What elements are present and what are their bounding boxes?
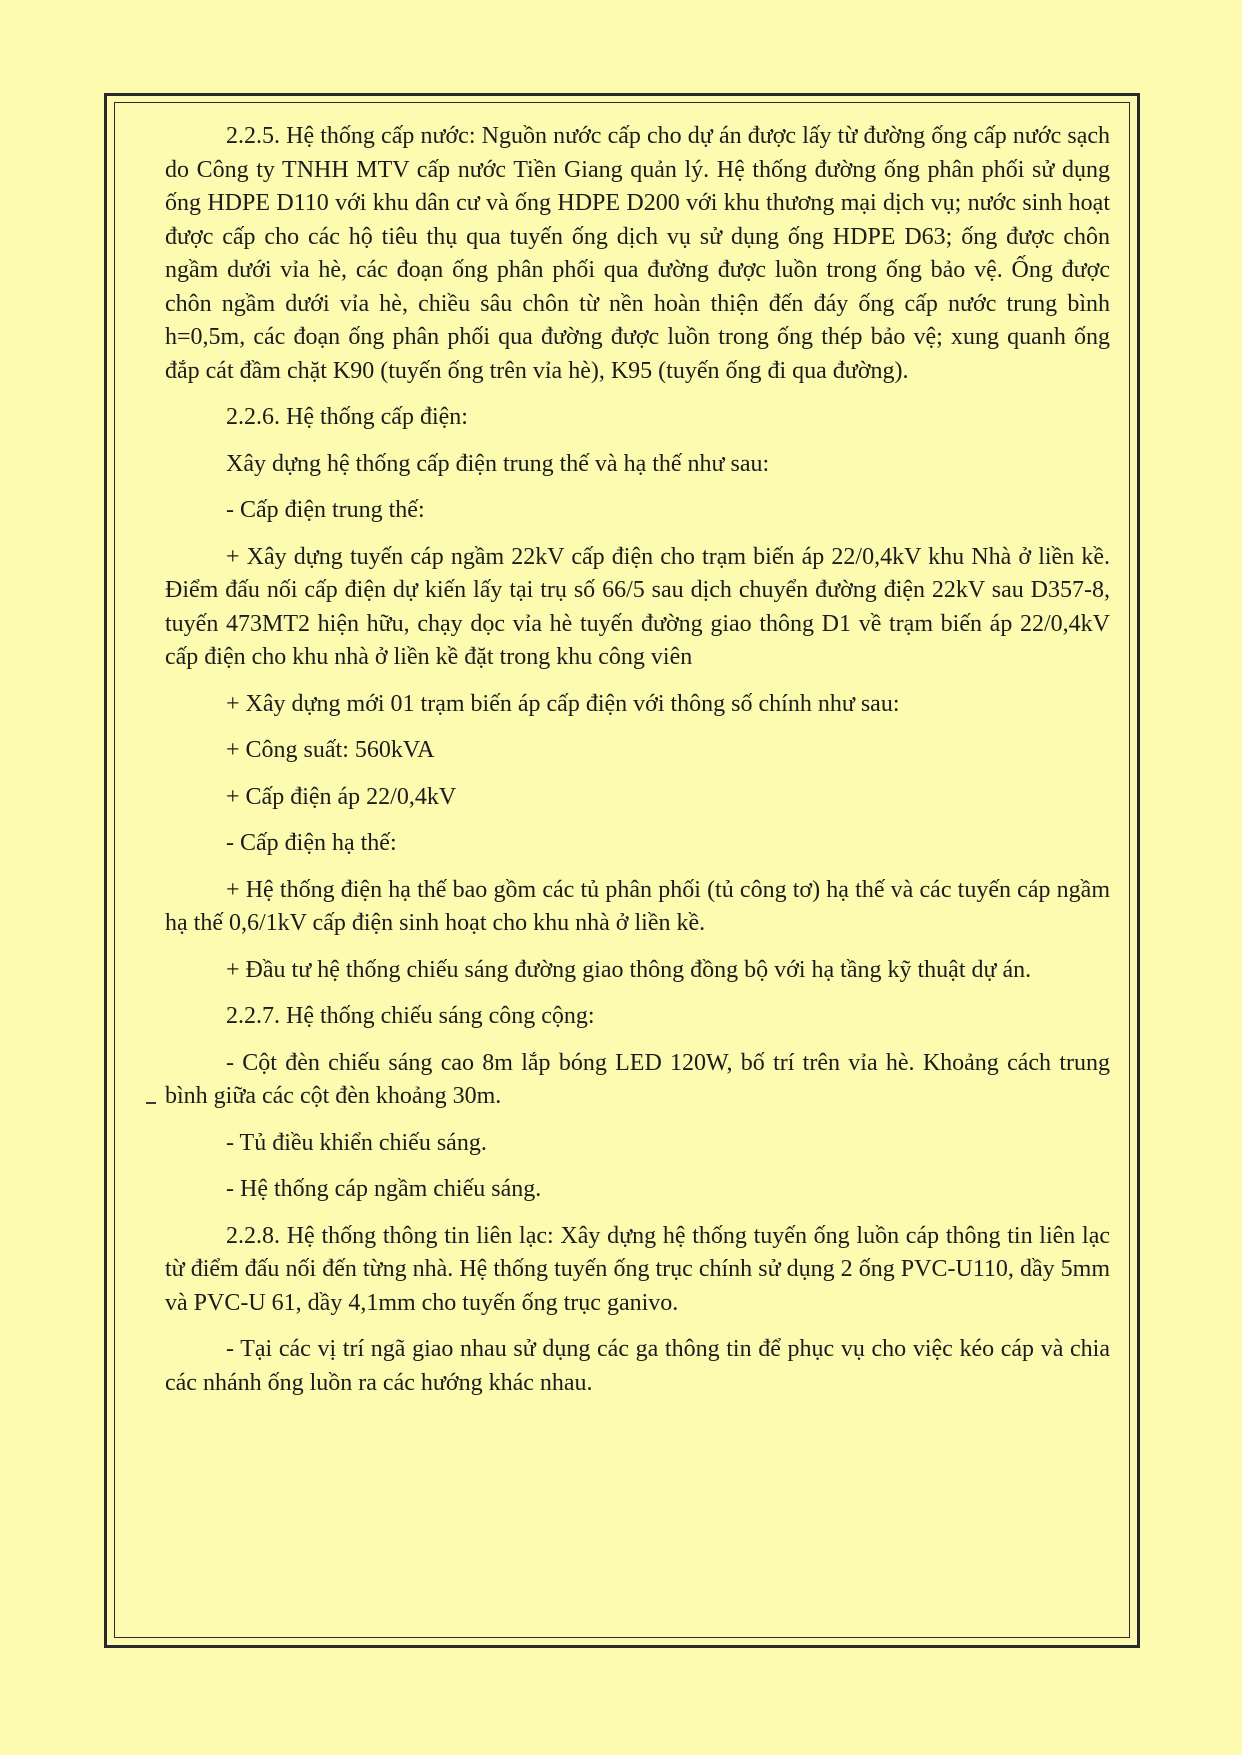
low-voltage-item: + Đầu tư hệ thống chiếu sáng đường giao thông đồng bộ với hạ tầng kỹ thuật dự án. <box>226 956 1032 983</box>
medium-voltage-item: + Xây dựng mới 01 trạm biến áp cấp điện với thông số chính như sau: <box>226 690 900 717</box>
medium-voltage-item: + Cấp điện áp 22/0,4kV <box>226 783 457 810</box>
document-body <box>165 120 1110 1400</box>
section-2-2-6-intro: Xây dựng hệ thống cấp điện trung thế và hạ thế như sau: <box>226 450 770 477</box>
medium-voltage-heading: - Cấp điện trung thế: <box>226 497 425 523</box>
low-voltage-heading: - Cấp điện hạ thế: <box>226 830 397 856</box>
stray-pen-mark <box>146 1102 156 1104</box>
section-2-2-7-heading: 2.2.7. Hệ thống chiếu sáng công cộng: <box>226 1003 595 1029</box>
section-2-2-5-paragraph: 2.2.5. Hệ thống cấp nước: Nguồn nước cấp cho dự án được lấy từ đường ống cấp nước sạch do Công ty TNHH MTV cấp nước Tiền Giang quản lý. Hệ thống đường ống phân phối sử dụng ống HDPE D110 với khu dân cư và ống HDPE D200 với khu thương mại dịch vụ; nước sinh hoạt được cấp cho các hộ tiêu thụ qua tuyến ống dịch vụ sử dụng ống HDPE D63; ống được chôn ngầm dưới vỉa hè, các đoạn ống phân phối qua đường được luồn trong ống bảo vệ. Ống được chôn ngầm dưới vỉa hè, chiều sâu chôn từ nền hoàn thiện đến đáy ống cấp nước trung bình h=0,5m, các đoạn ống phân phối qua đường được luồn trong ống thép bảo vệ; xung quanh ống đắp cát đầm chặt K90 (tuyến ống trên vỉa hè), K95 (tuyến ống đi qua đường). <box>165 123 1110 384</box>
low-voltage-item: + Hệ thống điện hạ thế bao gồm các tủ phân phối (tủ công tơ) hạ thế và các tuyến cáp ngầm hạ thế 0,6/1kV cấp điện sinh hoạt cho khu nhà ở liền kề. <box>165 876 1110 936</box>
lighting-item: - Tủ điều khiển chiếu sáng. <box>226 1129 487 1156</box>
section-2-2-6-heading: 2.2.6. Hệ thống cấp điện: <box>226 404 468 430</box>
medium-voltage-item: + Công suất: 560kVA <box>226 737 435 763</box>
telecom-item: - Tại các vị trí ngã giao nhau sử dụng các ga thông tin để phục vụ cho việc kéo cáp và chia các nhánh ống luồn ra các hướng khác nhau. <box>165 1336 1110 1396</box>
lighting-item: - Cột đèn chiếu sáng cao 8m lắp bóng LED 120W, bố trí trên vỉa hè. Khoảng cách trung bình giữa các cột đèn khoảng 30m. <box>165 1049 1110 1109</box>
lighting-item: - Hệ thống cáp ngầm chiếu sáng. <box>226 1176 542 1202</box>
medium-voltage-item: + Xây dựng tuyến cáp ngầm 22kV cấp điện cho trạm biến áp 22/0,4kV khu Nhà ở liền kề. Điểm đấu nối cấp điện dự kiến lấy tại trụ số 66/5 sau dịch chuyển đường điện 22kV sau D357-8, tuyến 473MT2 hiện hữu, chạy dọc vỉa hè tuyến đường giao thông D1 về trạm biến áp 22/0,4kV cấp điện cho khu nhà ở liền kề đặt trong khu công viên <box>165 543 1110 670</box>
section-2-2-8-paragraph: 2.2.8. Hệ thống thông tin liên lạc: Xây dựng hệ thống tuyến ống luồn cáp thông tin liên lạc từ điểm đấu nối đến từng nhà. Hệ thống tuyến ống trục chính sử dụng 2 ống PVC-U110, dầy 5mm và PVC-U 61, dầy 4,1mm cho tuyến ống trục ganivo. <box>165 1222 1110 1316</box>
